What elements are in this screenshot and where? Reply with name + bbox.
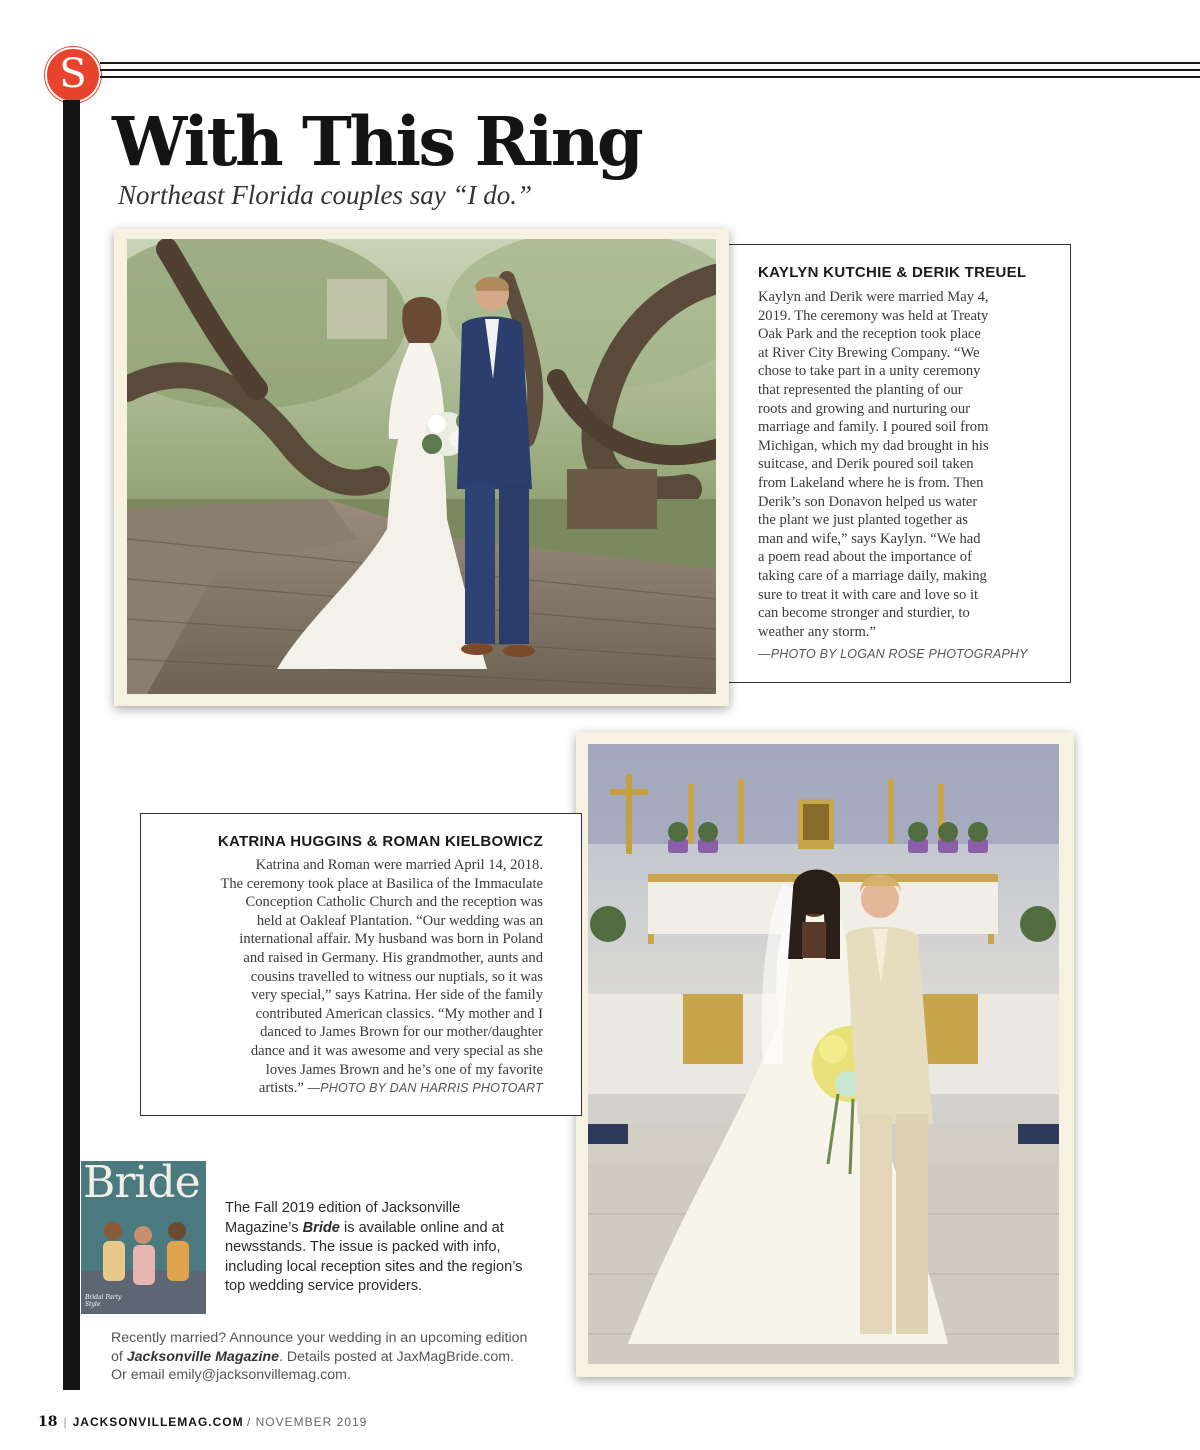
announce-text: Recently married? Announce your wedding in an upcoming edition of <box>111 1330 528 1365</box>
story-line: Conception Catholic Church and the reception was <box>245 894 543 911</box>
story-line-last <box>143 1079 543 1098</box>
page-footer <box>38 1414 367 1430</box>
story-box-huggins-kielbowicz <box>140 813 582 1116</box>
story-body <box>758 288 1058 641</box>
story-heading: KAYLYN KUTCHIE & DERIK TREUEL <box>758 264 1027 281</box>
story-line: Michigan, which my dad brought in his <box>758 437 989 454</box>
wedding-photo-kutchie-treuel <box>114 229 729 706</box>
story-line: weather any storm.” <box>758 623 876 640</box>
story-line: suitcase, and Derik poured soil taken <box>758 456 974 473</box>
story-line: man and wife,” says Kaylyn. “We had <box>758 530 981 547</box>
story-line: marriage and family. I poured soil from <box>758 419 989 436</box>
announce-emphasis: Jacksonville Magazine <box>126 1348 279 1365</box>
story-line: very special,” says Katrina. Her side of the family <box>251 987 543 1004</box>
story-line: at River City Brewing Company. “We <box>758 344 980 361</box>
story-line: roots and growing and nurturing our <box>758 400 970 417</box>
story-line: Oak Park and the reception took place <box>758 326 981 343</box>
page-number: 18 <box>38 1414 58 1430</box>
story-box-kutchie-treuel <box>705 244 1071 683</box>
footer-divider: | <box>63 1415 67 1429</box>
story-line: Katrina and Roman were married April 14, 2018. <box>255 857 543 873</box>
announcement-note <box>111 1329 531 1385</box>
story-line: contributed American classics. “My mother and I <box>255 1005 543 1022</box>
story-line: can become stronger and sturdier, to <box>758 605 970 622</box>
story-line: taking care of a marriage daily, making <box>758 567 987 584</box>
story-line: the plant we just planted together as <box>758 512 968 529</box>
story-line: a poem read about the importance of <box>758 549 972 566</box>
story-line: Kaylyn and Derik were married May 4, <box>758 289 989 305</box>
page-title: With This Ring <box>112 102 642 181</box>
story-line: that represented the planting of our <box>758 381 963 398</box>
header-rules <box>100 62 1200 80</box>
story-line: chose to take part in a unity ceremony <box>758 363 981 380</box>
section-badge: S <box>45 47 101 103</box>
footer-site[interactable]: JACKSONVILLEMAG.COM <box>72 1415 244 1429</box>
story-line: cousins travelled to witness our nuptials, so it was <box>250 968 543 985</box>
photo-credit: —PHOTO BY DAN HARRIS PHOTOART <box>307 1081 543 1096</box>
story-heading: KATRINA HUGGINS & ROMAN KIELBOWICZ <box>217 833 543 850</box>
story-line: dance and it was awesome and very special as she <box>250 1042 543 1059</box>
cover-masthead: Bride <box>83 1161 200 1208</box>
footer-date: / NOVEMBER 2019 <box>246 1415 368 1429</box>
story-line: 2019. The ceremony was held at Treaty <box>758 307 989 324</box>
bride-promo <box>225 1199 525 1297</box>
promo-text: The Fall 2019 edition of Jacksonville Magazine’s <box>225 1200 461 1236</box>
promo-text-rest: is available online and at newsstands. The issue is packed with info, including local reception sites and the region’s top wedding service providers. <box>225 1219 523 1295</box>
bride-magazine-cover[interactable] <box>81 1161 206 1314</box>
story-line: artists.” <box>258 1080 304 1097</box>
announce-text-rest: . Details posted at JaxMagBride.com. Or email emily@jacksonvillemag.com. <box>111 1348 514 1384</box>
story-line: Derik’s son Donavon helped us water <box>758 493 978 510</box>
story-body <box>143 856 543 1098</box>
story-line: and raised in Germany. His grandmother, aunts and <box>243 949 543 966</box>
story-line: danced to James Brown for our mother/daughter <box>260 1024 543 1041</box>
cover-illustration <box>81 1161 206 1314</box>
left-accent-bar <box>63 100 80 1390</box>
story-line: international affair. My husband was born in Poland <box>239 931 543 948</box>
photo-illustration <box>127 239 716 694</box>
story-line: loves James Brown and he’s one of my favorite <box>265 1061 543 1078</box>
story-line: held at Oakleaf Plantation. “Our wedding was an <box>256 912 543 929</box>
photo-credit: —PHOTO BY LOGAN ROSE PHOTOGRAPHY <box>758 647 1028 661</box>
story-line: The ceremony took place at Basilica of the Immaculate <box>220 875 543 892</box>
cover-tagline: Bridal Party Style <box>85 1294 122 1308</box>
photo-illustration <box>588 744 1059 1364</box>
wedding-photo-huggins-kielbowicz <box>576 732 1074 1377</box>
story-line: sure to treat it with care and love so it <box>758 586 979 603</box>
promo-emphasis: Bride <box>302 1219 340 1236</box>
page-subtitle: Northeast Florida couples say “I do.” <box>118 180 533 210</box>
story-line: from Lakeland where he is from. Then <box>758 474 984 491</box>
